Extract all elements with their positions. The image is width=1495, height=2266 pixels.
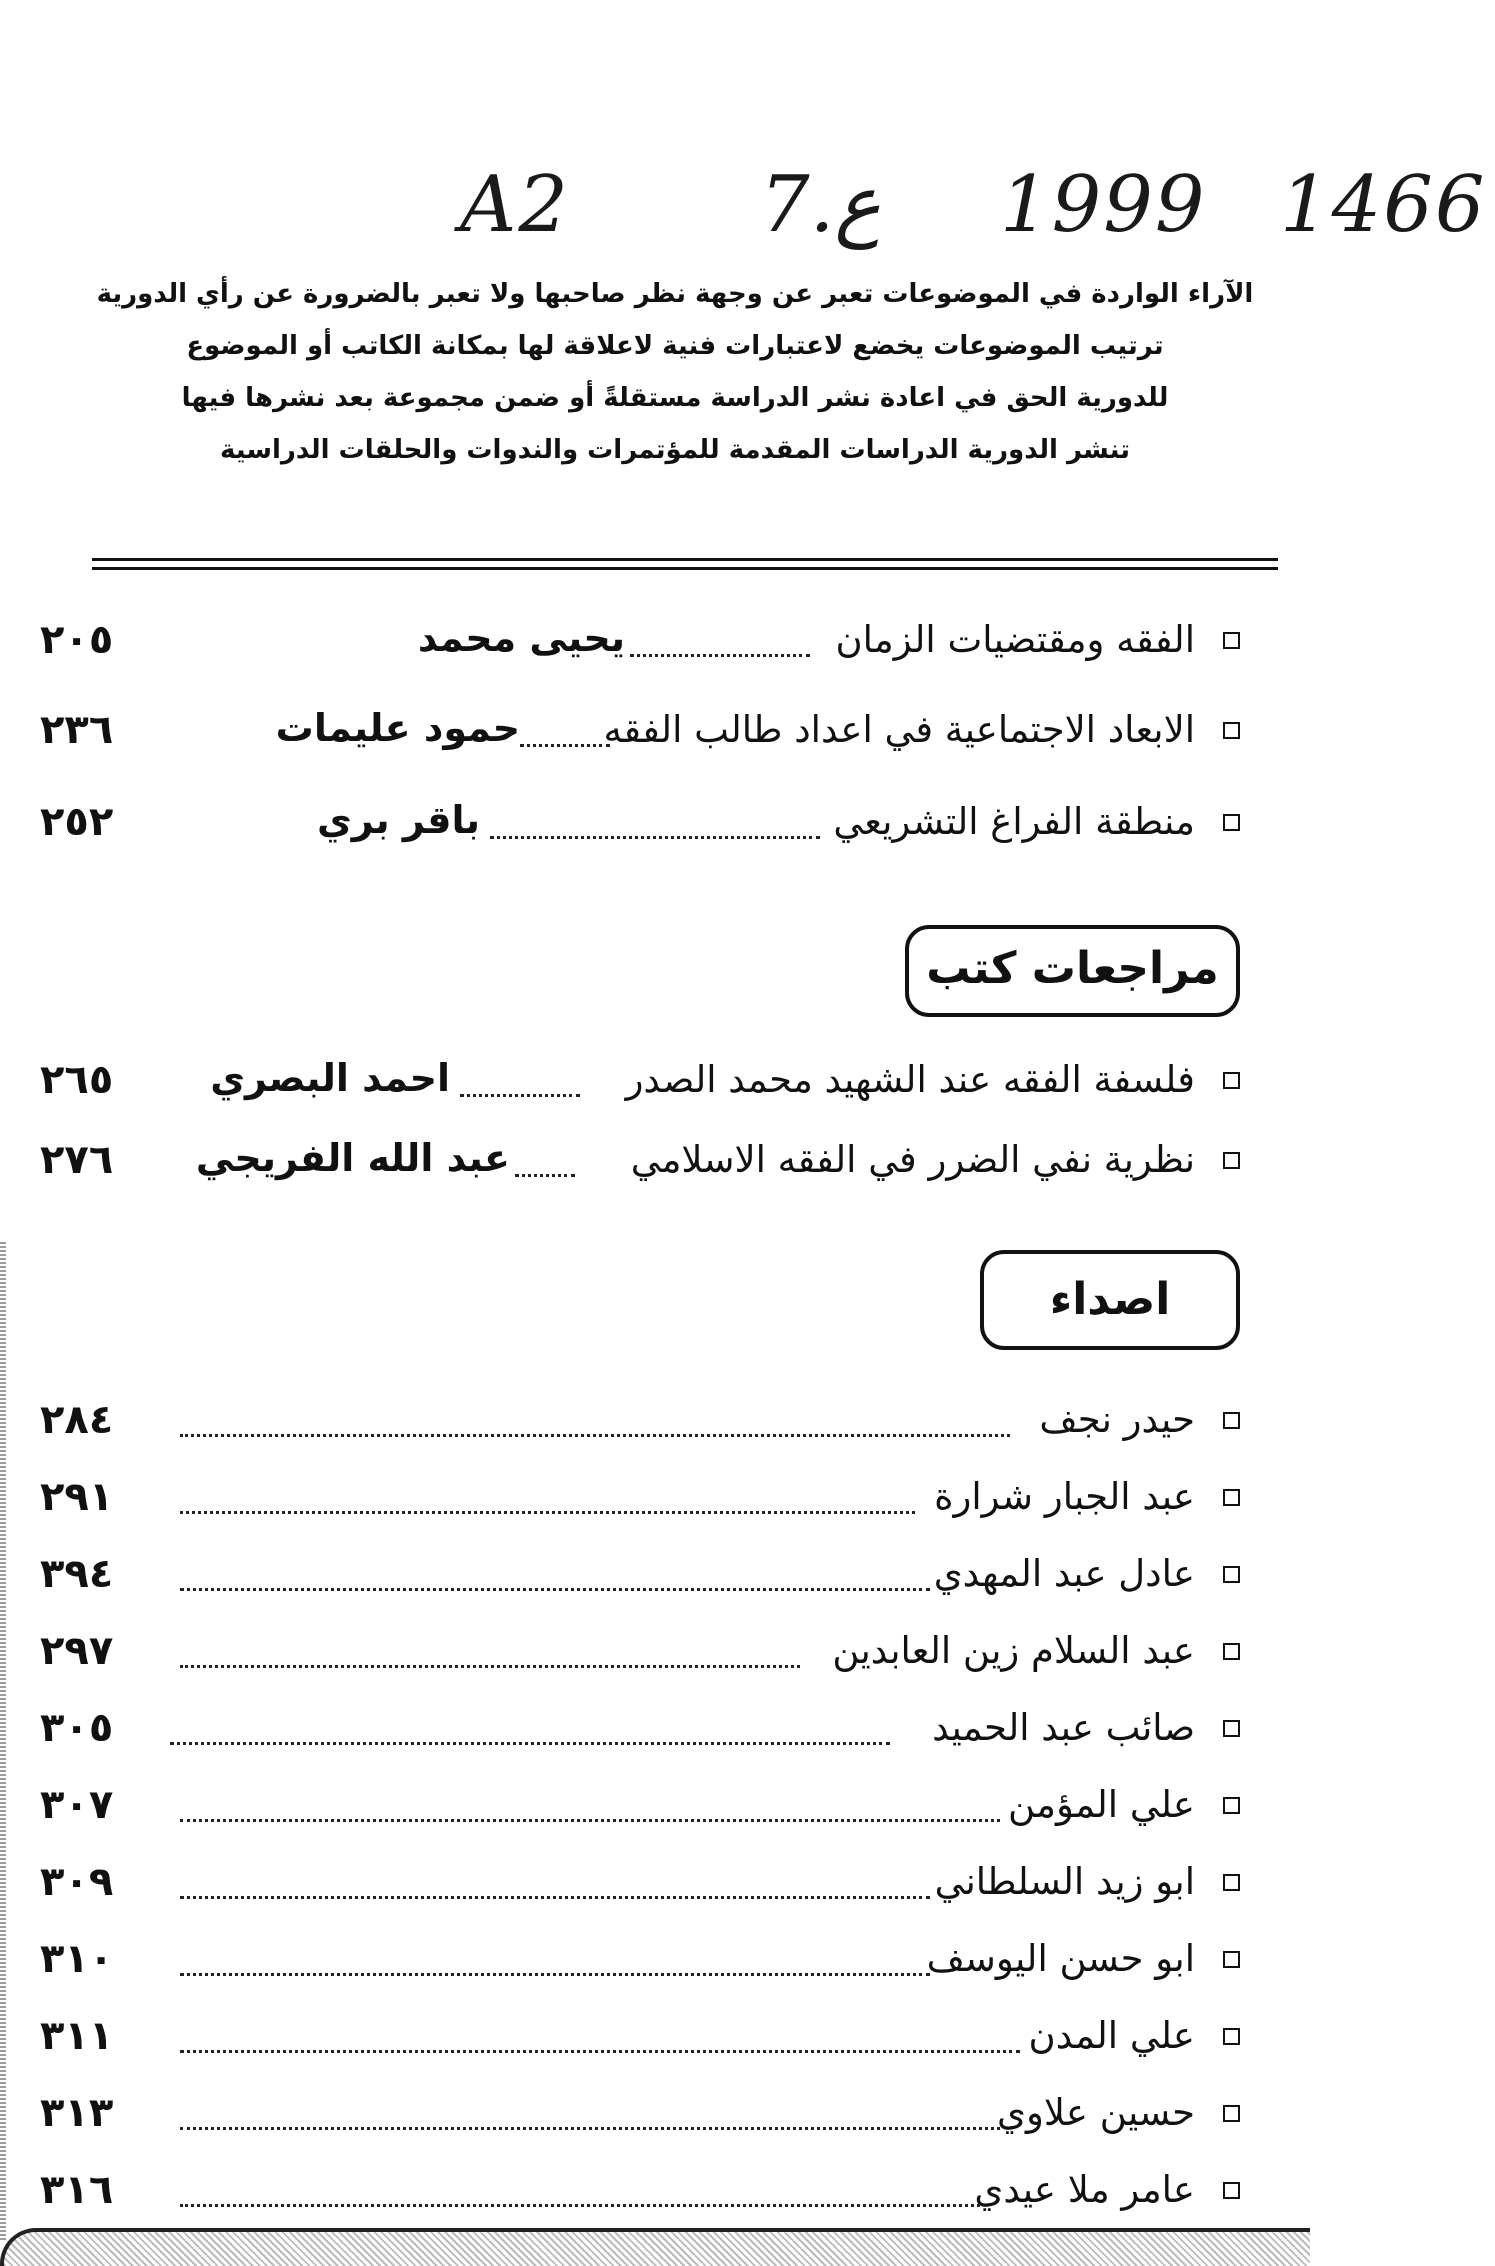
entry-name: حسين علاوي: [997, 2091, 1195, 2134]
toc-entry[interactable]: [40, 1852, 1240, 1916]
handwritten-code: 1466: [1280, 160, 1487, 250]
section-heading-text: اصداء: [1049, 1274, 1171, 1325]
toc-entry[interactable]: [40, 1130, 1240, 1194]
page-number: ٣٠٩: [40, 1859, 114, 1905]
leader-dots: [180, 1558, 930, 1591]
entry-author: عبد الله الفريجي: [195, 1136, 510, 1180]
entry-name: علي المدن: [1028, 2014, 1195, 2057]
leader-dots: [180, 1635, 800, 1668]
page-number: ٢٨٤: [40, 1397, 114, 1443]
handwritten-code: 7.ع: [760, 160, 881, 250]
page-number: ٣٩٤: [40, 1551, 114, 1597]
toc-entry[interactable]: [40, 2006, 1240, 2070]
page-number: ٢٩٧: [40, 1628, 114, 1674]
double-divider: [92, 558, 1278, 570]
leader-dots: [170, 1712, 890, 1745]
leader-dots: [180, 2174, 980, 2207]
toc-entry[interactable]: [40, 1775, 1240, 1839]
entry-author: باقر بري: [316, 798, 480, 842]
toc-entry[interactable]: [40, 1544, 1240, 1608]
checkbox-bullet-icon: [1223, 1797, 1240, 1814]
entry-name: عبد الجبار شرارة: [934, 1475, 1195, 1518]
leader-dots: [520, 714, 610, 747]
entry-title: فلسفة الفقه عند الشهيد محمد الصدر: [625, 1058, 1195, 1101]
leader-dots: [180, 1866, 930, 1899]
entry-name: صائب عبد الحميد: [932, 1706, 1195, 1749]
section-heading-text: مراجعات كتب: [926, 943, 1219, 994]
toc-entry[interactable]: [40, 1698, 1240, 1762]
page-number: ٣١٦: [40, 2167, 114, 2213]
checkbox-bullet-icon: [1223, 1643, 1240, 1660]
entry-title: الفقه ومقتضيات الزمان: [835, 618, 1195, 661]
toc-entry[interactable]: [40, 1929, 1240, 1993]
leader-dots: [180, 1404, 1010, 1437]
page-number: ٢٦٥: [40, 1057, 114, 1103]
section-heading-echoes: [980, 1250, 1240, 1350]
entry-name: عامر ملا عيدي: [974, 2168, 1195, 2211]
disclaimer-line: ترتيب الموضوعات يخضع لاعتبارات فنية لاعلاقة لها بمكانة الكاتب أو الموضوع: [186, 331, 1164, 361]
page-number: ٢٧٦: [40, 1137, 114, 1183]
checkbox-bullet-icon: [1223, 1412, 1240, 1429]
checkbox-bullet-icon: [1223, 1566, 1240, 1583]
entry-name: ابو زيد السلطاني: [934, 1860, 1195, 1903]
entry-title: منطقة الفراغ التشريعي: [833, 800, 1195, 843]
leader-dots: [180, 1943, 930, 1976]
entry-author: يحيى محمد: [417, 616, 625, 660]
disclaimer-line: الآراء الواردة في الموضوعات تعبر عن وجهة نظر صاحبها ولا تعبر بالضرورة عن رأي الدورية: [96, 279, 1254, 309]
leader-dots: [460, 1064, 580, 1097]
page-number: ٢٣٦: [40, 707, 114, 753]
leader-dots: [490, 806, 820, 839]
toc-entry[interactable]: [40, 1467, 1240, 1531]
handwritten-code: 1999: [1000, 160, 1207, 250]
toc-entry[interactable]: [40, 700, 1240, 764]
entry-name: ابو حسن اليوسف: [926, 1937, 1195, 1980]
page-number: ٢٥٢: [40, 799, 114, 845]
entry-name: عبد السلام زين العابدين: [832, 1629, 1195, 1672]
checkbox-bullet-icon: [1223, 814, 1240, 831]
page-number: ٣١٣: [40, 2090, 114, 2136]
page-number: ٣١٠: [40, 1936, 114, 1982]
disclaimer-line: للدورية الحق في اعادة نشر الدراسة مستقلةً أو ضمن مجموعة بعد نشرها فيها: [181, 383, 1169, 413]
page-number: ٣٠٥: [40, 1705, 114, 1751]
entry-title: نظرية نفي الضرر في الفقه الاسلامي: [630, 1138, 1195, 1181]
toc-entry[interactable]: [40, 792, 1240, 856]
checkbox-bullet-icon: [1223, 2105, 1240, 2122]
disclaimer: [60, 268, 1290, 476]
page-border-bottom: [0, 2228, 1310, 2266]
page-number: ٢٠٥: [40, 617, 114, 663]
toc-entry[interactable]: [40, 2083, 1240, 2147]
page-number: ٣١١: [40, 2013, 114, 2059]
entry-name: عادل عبد المهدي: [933, 1552, 1195, 1595]
entry-name: علي المؤمن: [1008, 1783, 1195, 1826]
page-number: ٢٩١: [40, 1474, 114, 1520]
entry-title: الابعاد الاجتماعية في اعداد طالب الفقه: [603, 708, 1195, 751]
entry-author: احمد البصري: [210, 1056, 450, 1100]
leader-dots: [180, 1481, 915, 1514]
entry-author: حمود عليمات: [275, 706, 520, 750]
leader-dots: [180, 2020, 1020, 2053]
checkbox-bullet-icon: [1223, 1951, 1240, 1968]
section-heading-reviews: [905, 925, 1240, 1017]
toc-entry[interactable]: [40, 1050, 1240, 1114]
toc-entry[interactable]: [40, 1621, 1240, 1685]
handwritten-code: A2: [460, 160, 570, 250]
checkbox-bullet-icon: [1223, 2028, 1240, 2045]
checkbox-bullet-icon: [1223, 1072, 1240, 1089]
leader-dots: [515, 1144, 575, 1177]
checkbox-bullet-icon: [1223, 1152, 1240, 1169]
toc-entry[interactable]: [40, 610, 1240, 674]
checkbox-bullet-icon: [1223, 2182, 1240, 2199]
toc-entry[interactable]: [40, 2160, 1240, 2224]
checkbox-bullet-icon: [1223, 632, 1240, 649]
toc-entry[interactable]: [40, 1390, 1240, 1454]
leader-dots: [630, 624, 810, 657]
leader-dots: [180, 2097, 1000, 2130]
checkbox-bullet-icon: [1223, 1720, 1240, 1737]
disclaimer-line: تنشر الدورية الدراسات المقدمة للمؤتمرات والندوات والحلقات الدراسية: [220, 435, 1130, 465]
checkbox-bullet-icon: [1223, 1489, 1240, 1506]
leader-dots: [180, 1789, 1000, 1822]
checkbox-bullet-icon: [1223, 1874, 1240, 1891]
checkbox-bullet-icon: [1223, 722, 1240, 739]
entry-name: حيدر نجف: [1039, 1398, 1195, 1441]
page-border-left: [0, 1240, 6, 2240]
handwritten-annotation: [440, 160, 1487, 280]
page-number: ٣٠٧: [40, 1782, 114, 1828]
